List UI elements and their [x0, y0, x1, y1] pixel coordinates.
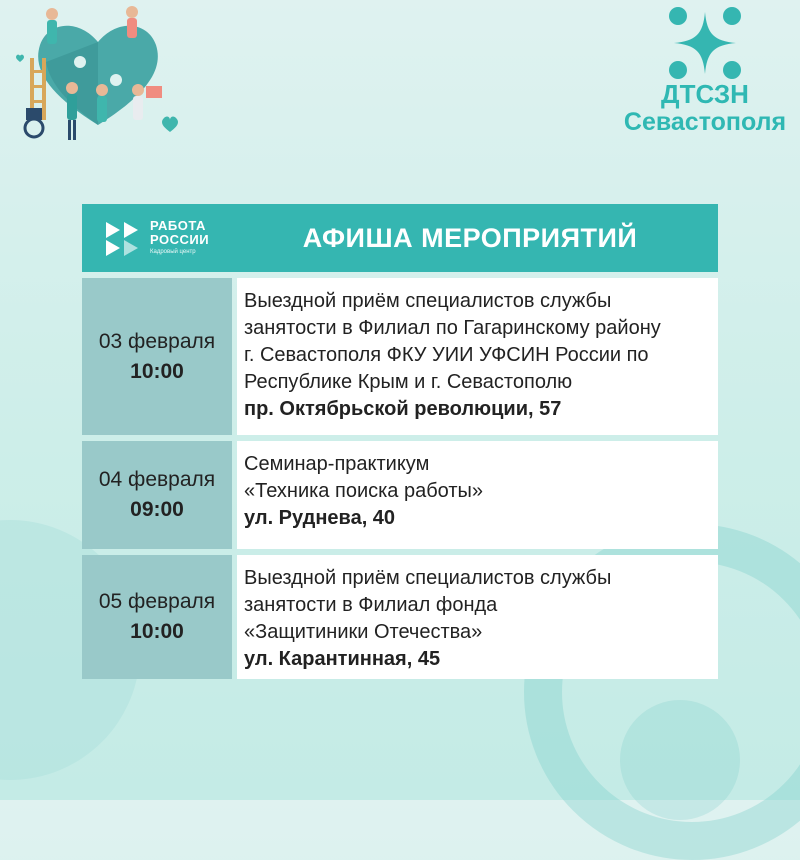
event-date: 04 февраля — [98, 468, 216, 491]
page-title: АФИША МЕРОПРИЯТИЙ — [302, 222, 638, 253]
brand-city: Севастополя — [623, 108, 787, 136]
event-description-line: «Защитиники Отечества» — [244, 621, 483, 643]
event-description-line: г. Севастополя ФКУ УИИ УФСИН России по — [244, 344, 649, 366]
brand-block — [620, 6, 790, 136]
event-date-cell — [82, 278, 232, 435]
event-description-line: «Техника поиска работы» — [244, 480, 484, 502]
event-date-cell — [82, 555, 232, 679]
heart-puzzle-people-illustration — [10, 0, 185, 150]
rabota-rossii-logo — [82, 218, 252, 258]
event-row — [82, 555, 718, 679]
event-info-cell — [237, 555, 718, 679]
event-address: ул. Руднева, 40 — [244, 507, 396, 529]
event-time: 09:00 — [130, 498, 184, 521]
brand-name: ДТСЗН — [661, 79, 749, 109]
event-description-line: Республике Крым и г. Севастополю — [244, 371, 573, 393]
event-description-line: Семинар-практикум — [244, 453, 430, 475]
background-circle — [620, 700, 740, 820]
logo-line-1: РАБОТА — [150, 218, 206, 233]
event-address: пр. Октябрьской революции, 57 — [244, 398, 562, 420]
table-header — [82, 204, 718, 272]
event-info-cell — [237, 441, 718, 549]
event-row — [82, 441, 718, 549]
events-table — [82, 204, 718, 679]
event-date: 05 февраля — [98, 590, 216, 613]
event-address: ул. Карантинная, 45 — [244, 648, 441, 670]
event-date: 03 февраля — [98, 329, 216, 353]
rabota-rossii-icon — [102, 218, 142, 258]
event-row — [82, 278, 718, 435]
event-description-line: занятости в Филиал по Гагаринскому району — [244, 317, 661, 339]
event-info-cell — [237, 278, 718, 435]
event-time: 10:00 — [130, 359, 184, 383]
logo-subtitle: Кадровый центр — [150, 249, 196, 255]
event-date-cell — [82, 441, 232, 549]
event-description-line: Выездной приём специалистов службы — [244, 290, 612, 312]
event-description-line: занятости в Филиал фонда — [244, 594, 498, 616]
brand-logo-icon — [668, 6, 742, 80]
logo-line-2: РОССИИ — [150, 232, 210, 247]
event-time: 10:00 — [130, 620, 184, 643]
event-description-line: Выездной приём специалистов службы — [244, 567, 612, 589]
